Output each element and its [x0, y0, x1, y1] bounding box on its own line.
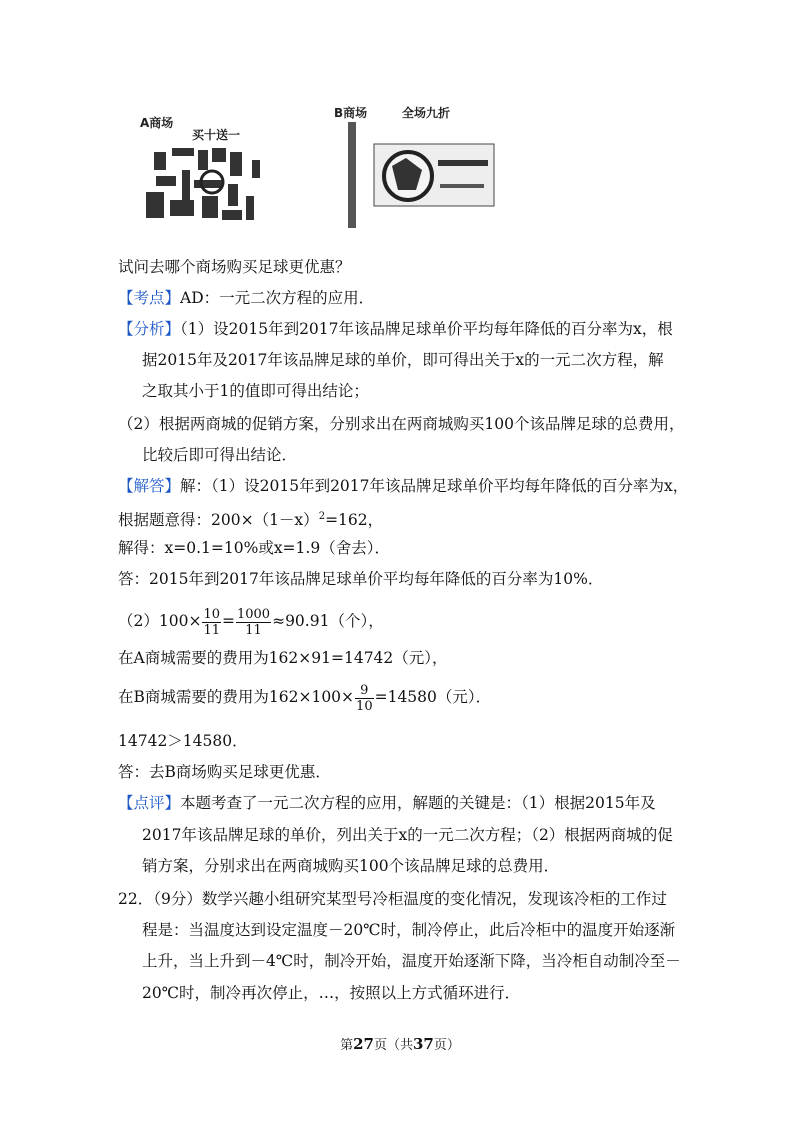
jieda-line-7: [118, 680, 491, 714]
fraction-9-10: [355, 683, 374, 714]
jieda-line-8: 14742＞14580．: [118, 732, 248, 750]
fenxi-line-5: 比较后即可得出结论．: [142, 446, 298, 464]
calc-prefix: （2）100×: [118, 612, 202, 630]
store-b-promo: 全场九折: [402, 106, 451, 120]
store-a-promo: 买十送一: [192, 128, 241, 142]
current-page-number: 27: [353, 1035, 374, 1053]
jieda-line-2: [118, 506, 383, 531]
fenxi-text-1: （1）设2015年到2017年该品牌足球单价平均每年降低的百分率为x，根: [180, 320, 673, 338]
fenxi-line-3: 之取其小于1的值即可得出结论；: [142, 382, 369, 400]
square-exponent: 2: [318, 511, 326, 522]
fraction-numerator: 9: [355, 683, 374, 699]
fenxi-line-1: [118, 318, 673, 340]
footer-middle: 页（共: [373, 1038, 413, 1053]
q22-line-4: 20℃时，制冷再次停止，…，按照以上方式循环进行．: [142, 984, 521, 1002]
fraction-denominator: 11: [245, 622, 262, 638]
jieda-line-5: [118, 604, 384, 638]
fraction-denominator: 10: [356, 698, 373, 714]
fenxi-tag: 【分析】: [118, 320, 181, 338]
page-footer: [0, 1034, 800, 1053]
dianping-text-1: 本题考查了一元二次方程的应用，解题的关键是：（1）根据2015年及: [180, 794, 656, 812]
q22-line-1: 22．（9分）数学兴趣小组研究某型号冷柜温度的变化情况，发现该冷柜的工作过: [118, 890, 667, 908]
jieda-text-1: 解：（1）设2015年到2017年该品牌足球单价平均每年降低的百分率为x，: [180, 477, 689, 495]
jieda-line-1: [118, 475, 688, 497]
kaodian-line: [118, 287, 374, 309]
equation-left: 根据题意得：200×（1－x）: [118, 511, 319, 530]
fraction-numerator: 10: [203, 606, 220, 622]
q22-line-3: 上升，当上升到－4℃时，制冷开始，温度开始逐渐下降，当冷柜自动制冷至－: [142, 952, 681, 970]
kaodian-tag: 【考点】: [118, 289, 181, 307]
store-a-image: [132, 100, 272, 225]
fraction-numerator: 1000: [236, 606, 271, 622]
fenxi-line-4: （2）根据两商城的促销方案，分别求出在两商城购买100个该品牌足球的总费用，: [118, 415, 685, 433]
dianping-tag: 【点评】: [118, 794, 181, 812]
jieda-line-6: 在A商城需要的费用为162×91=14742（元），: [118, 649, 448, 667]
equation-right: =162，: [325, 511, 384, 530]
calc-b-prefix: 在B商城需要的费用为162×100×: [118, 688, 355, 706]
footer-suffix: 页）: [433, 1038, 460, 1053]
calc-b-result: =14580（元）．: [374, 688, 492, 706]
q22-line-2: 程是：当温度达到设定温度－20℃时，制冷停止，此后冷柜中的温度开始逐渐: [142, 921, 676, 939]
fraction-10-11: [202, 607, 221, 638]
store-a-label: A商场: [140, 116, 174, 130]
dianping-line-1: [118, 792, 656, 814]
question-text: 试问去哪个商场购买足球更优惠？: [118, 258, 351, 276]
jieda-line-4: 答：2015年到2017年该品牌足球单价平均每年降低的百分率为10%．: [118, 570, 604, 588]
total-page-number: 37: [413, 1035, 434, 1053]
dianping-line-2: 2017年该品牌足球的单价，列出关于x的一元二次方程；（2）根据两商城的促: [142, 826, 673, 844]
calc-result: ≈90.91（个），: [272, 612, 384, 630]
footer-prefix: 第: [340, 1038, 354, 1053]
fraction-denominator: 11: [203, 622, 220, 638]
jieda-line-3: 解得：x=0.1=10%或x=1.9（舍去）．: [118, 539, 390, 557]
fenxi-line-2: 据2015年及2017年该品牌足球的单价，即可得出关于x的一元二次方程，解: [142, 351, 664, 369]
equals-sign: =: [221, 612, 235, 630]
jieda-line-9: 答：去B商场购买足球更优惠．: [118, 763, 331, 781]
jieda-tag: 【解答】: [118, 477, 181, 495]
fraction-1000-11: [236, 607, 271, 638]
dianping-line-3: 销方案，分别求出在两商城购买100个该品牌足球的总费用．: [142, 857, 560, 875]
kaodian-text: AD：一元二次方程的应用．: [180, 289, 375, 307]
store-b-label: B商场: [334, 106, 368, 120]
store-b-image: [330, 100, 500, 230]
